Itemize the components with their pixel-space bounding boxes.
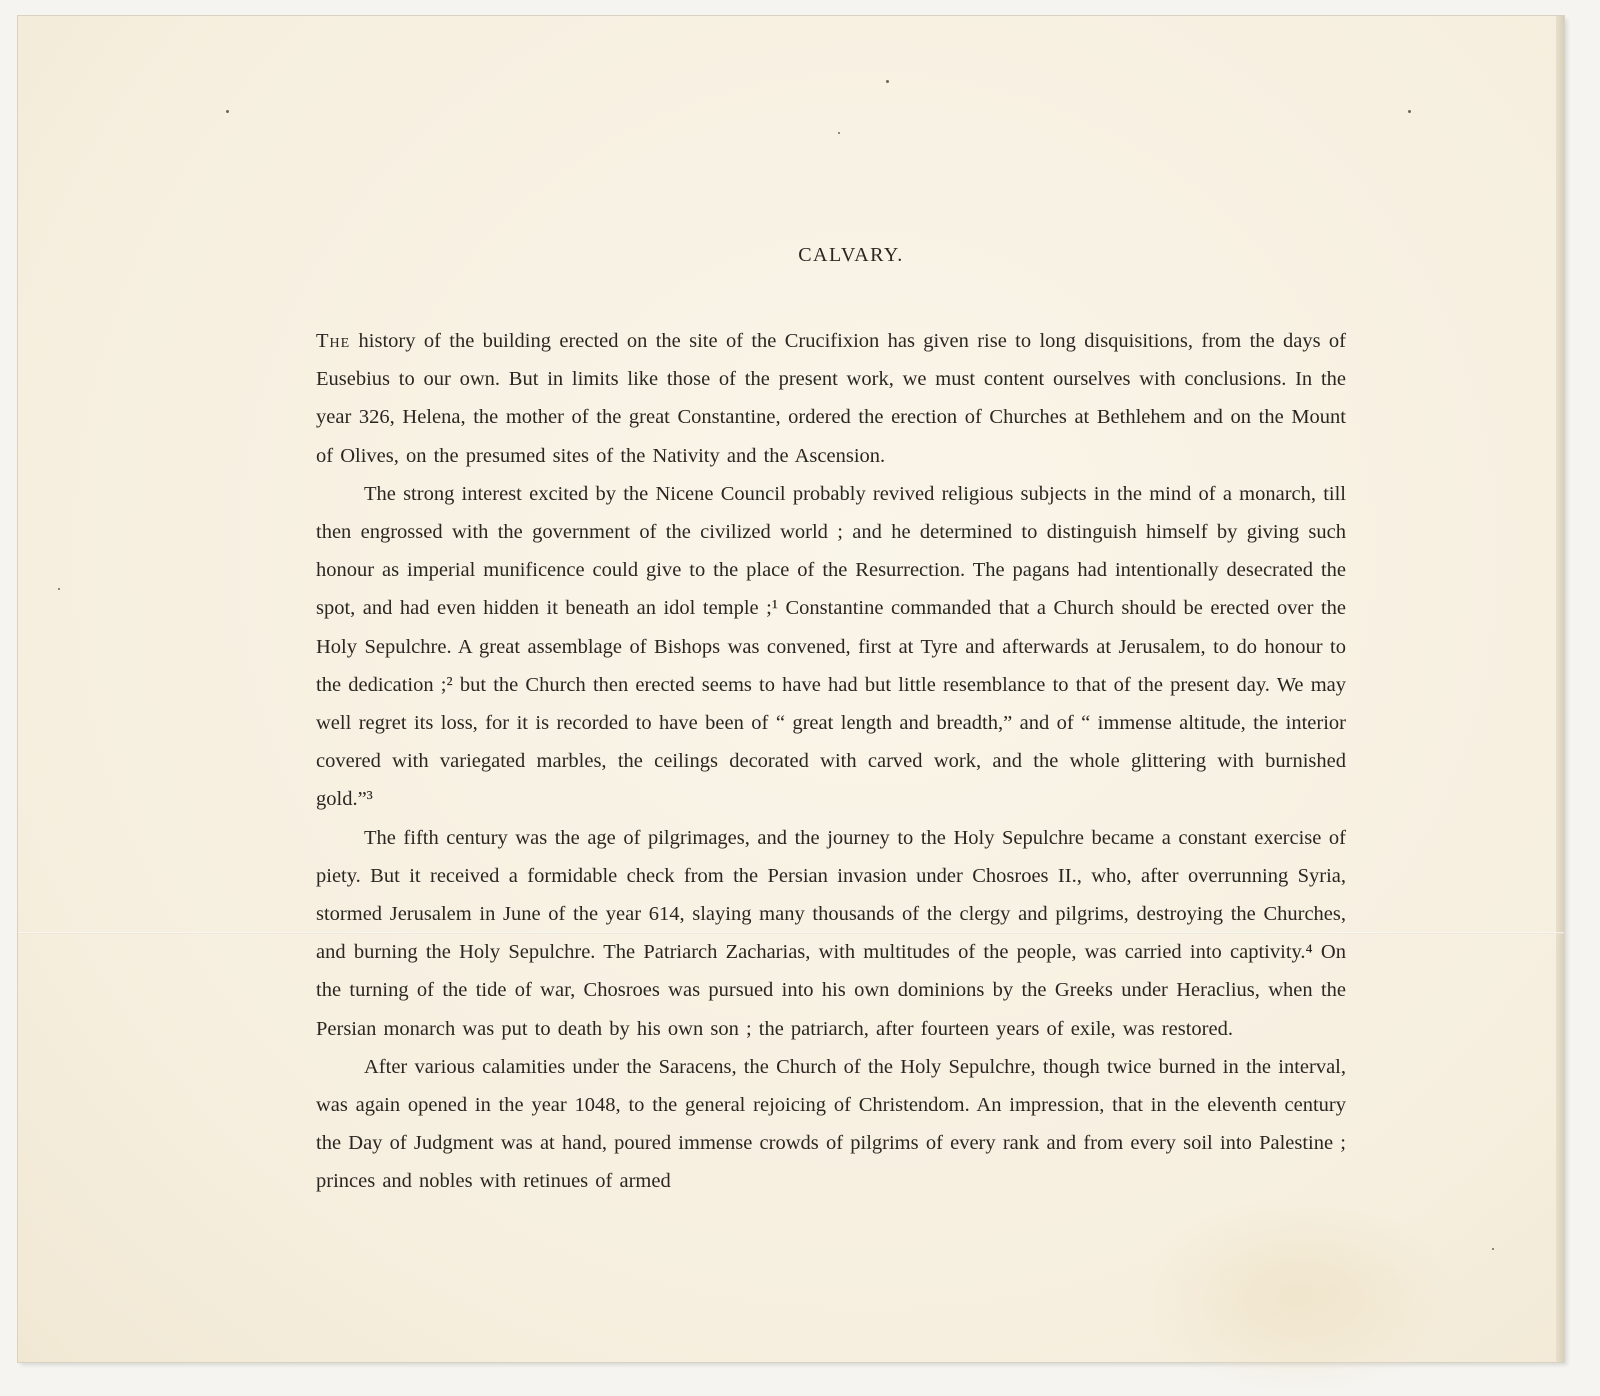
paper-speck [1492, 1248, 1494, 1250]
page-edge [1556, 16, 1564, 1362]
paragraph-4: After various calamities under the Saracens, the Church of the Holy Sepulchre, though twice burned in the interval, was again opened in the year 1048, to the general rejoicing of Christendom. An impression, that in the eleventh century the Day of Judgment was at hand, poured immense crowds of pilgrims of every rank and from every soil into Palestine ; princes and nobles with retinues of armed [316, 1055, 1346, 1193]
paragraph-lead: The [316, 330, 351, 352]
paper-speck [1408, 110, 1411, 113]
paper-speck [838, 132, 840, 134]
paragraph-2: The strong interest excited by the Nicene Council probably revived religious subjects in the mind of a monarch, till then engrossed with the government of the civilized world ; and he determined to distinguish himself by giving such honour as imperial munificence could give to the place of the Resurrection. The pagans had intentionally desecrated the spot, and had even hidden it beneath an idol temple ;¹ Constantine commanded that a Church should be erected over the Holy Sepulchre. A great assemblage of Bishops was convened, first at Tyre and afterwards at Jerusalem, to do honour to the dedication ;² but the Church then erected seems to have had but little resemblance to that of the present day. We may well regret its loss, for it is recorded to have been of “ great length and breadth,” and of “ immense altitude, the interior covered with variegated marbles, the ceilings decorated with carved work, and the whole glittering with burnished gold.”³ [316, 482, 1346, 811]
body-text [316, 322, 1346, 1201]
document-page [18, 16, 1564, 1362]
paragraph-text: history of the building erected on the site of the Crucifixion has given rise to long disquisitions, from the days of Eusebius to our own. But in limits like those of the present work, we must content ourselves with conclusions. In the year 326, Helena, the mother of the great Constantine, ordered the erection of Churches at Bethlehem and on the Mount of Olives, on the presumed sites of the Nativity and the Ascension. [316, 330, 1346, 467]
page-title: CALVARY. [798, 244, 904, 266]
paragraph-1 [316, 322, 1346, 475]
paper-speck [226, 110, 229, 113]
paragraph-3: The fifth century was the age of pilgrimages, and the journey to the Holy Sepulchre became a constant exercise of piety. But it received a formidable check from the Persian invasion under Chosroes II., who, after overrunning Syria, stormed Jerusalem in June of the year 614, slaying many thousands of the clergy and pilgrims, destroying the Churches, and burning the Holy Sepulchre. The Patriarch Zacharias, with multitudes of the people, was carried into captivity.⁴ On the turning of the tide of war, Chosroes was pursued into his own dominions by the Greeks under Heraclius, when the Persian monarch was put to death by his own son ; the patriarch, after fourteen years of exile, was restored. [316, 826, 1346, 1040]
paper-stain [1138, 1196, 1458, 1396]
paper-speck [886, 80, 889, 83]
paper-speck [58, 588, 60, 590]
